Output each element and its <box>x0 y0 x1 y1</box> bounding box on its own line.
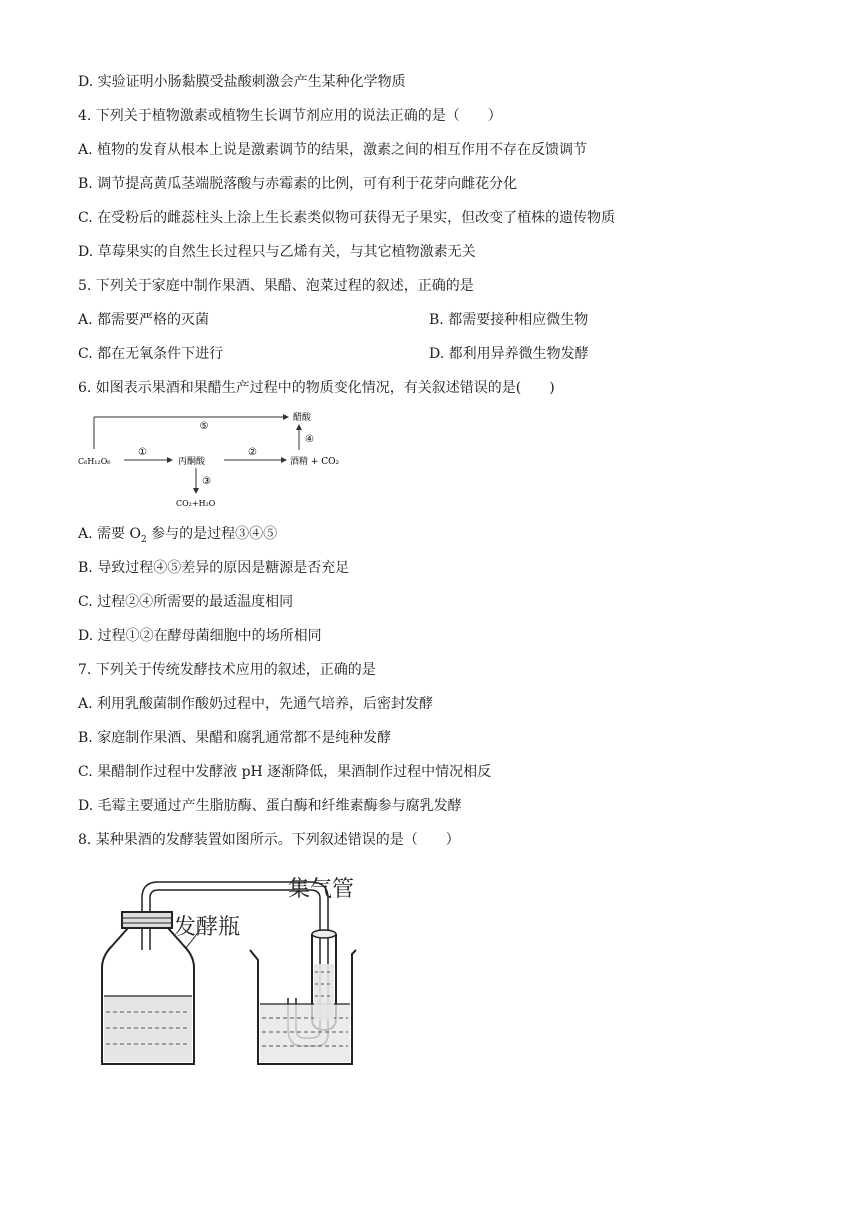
q6-option-a-post: 参与的是过程③④⑤ <box>146 526 278 542</box>
q5-option-a: A. 都需要严格的灭菌 <box>78 312 210 328</box>
q7-option-a: A. 利用乳酸菌制作酸奶过程中，先通气培养，后密封发酵 <box>78 696 434 712</box>
step4-label: ④ <box>305 434 314 445</box>
q4-option-a: A. 植物的发育从根本上说是激素调节的结果，激素之间的相互作用不存在反馈调节 <box>78 142 588 158</box>
alcohol-label: 酒精 + CO₂ <box>290 457 340 467</box>
q6-option-a <box>78 524 277 550</box>
q5-option-b: B. 都需要接种相应微生物 <box>429 312 589 328</box>
q4-stem: 4. 下列关于植物激素或植物生长调节剂应用的说法正确的是（ ） <box>78 108 502 124</box>
q7-option-c: C. 果醋制作过程中发酵液 pH 逐渐降低，果酒制作过程中情况相反 <box>78 764 492 780</box>
pathway-diagram <box>76 405 366 515</box>
step5-label: ⑤ <box>199 421 209 432</box>
q5-option-d: D. 都利用异养微生物发酵 <box>429 346 589 362</box>
beaker-liquid <box>260 1004 350 1062</box>
q6-option-d: D. 过程①②在酵母菌细胞中的场所相同 <box>78 628 322 644</box>
fermentation-apparatus-diagram <box>90 868 390 1078</box>
q4-option-d: D. 草莓果实的自然生长过程只与乙烯有关，与其它植物激素无关 <box>78 244 476 260</box>
q6-option-a-pre: A. 需要 O <box>78 526 141 542</box>
step2-label: ② <box>248 447 257 458</box>
bottle-label: 发酵瓶 <box>174 915 241 940</box>
pyruvate-label: 丙酮酸 <box>178 457 206 467</box>
step1-label: ① <box>138 447 147 458</box>
q5-option-c: C. 都在无氧条件下进行 <box>78 346 224 362</box>
vinegar-label: 醋酸 <box>293 413 312 423</box>
q6-option-c: C. 过程②④所需要的最适温度相同 <box>78 594 294 610</box>
co2water-label: CO₂+H₂O <box>176 499 216 508</box>
tube-label: 集气管 <box>288 877 355 902</box>
q4-option-c: C. 在受粉后的雌蕊柱头上涂上生长素类似物可获得无子果实，但改变了植株的遗传物质 <box>78 210 616 226</box>
q6-option-b: B. 导致过程④⑤差异的原因是糖源是否充足 <box>78 560 350 576</box>
glucose-label: C₆H₁₂O₆ <box>78 457 111 466</box>
bottle-cap <box>122 912 172 928</box>
bottle-liquid <box>104 996 192 1062</box>
q7-option-b: B. 家庭制作果酒、果醋和腐乳通常都不是纯种发酵 <box>78 730 392 746</box>
q7-stem: 7. 下列关于传统发酵技术应用的叙述，正确的是 <box>78 662 376 678</box>
q4-option-b: B. 调节提高黄瓜茎端脱落酸与赤霉素的比例，可有利于花芽向雌花分化 <box>78 176 518 192</box>
q3-option-d: D. 实验证明小肠黏膜受盐酸刺激会产生某种化学物质 <box>78 74 406 90</box>
q7-option-d: D. 毛霉主要通过产生脂肪酶、蛋白酶和纤维素酶参与腐乳发酵 <box>78 798 462 814</box>
q5-stem: 5. 下列关于家庭中制作果酒、果醋、泡菜过程的叙述，正确的是 <box>78 278 474 294</box>
step3-label: ③ <box>202 476 211 487</box>
q6-option-a-sub: 2 <box>140 534 147 545</box>
q6-stem: 6. 如图表示果酒和果醋生产过程中的物质变化情况，有关叙述错误的是( ) <box>78 380 555 396</box>
q8-stem: 8. 某种果酒的发酵装置如图所示。下列叙述错误的是（ ） <box>78 832 460 848</box>
